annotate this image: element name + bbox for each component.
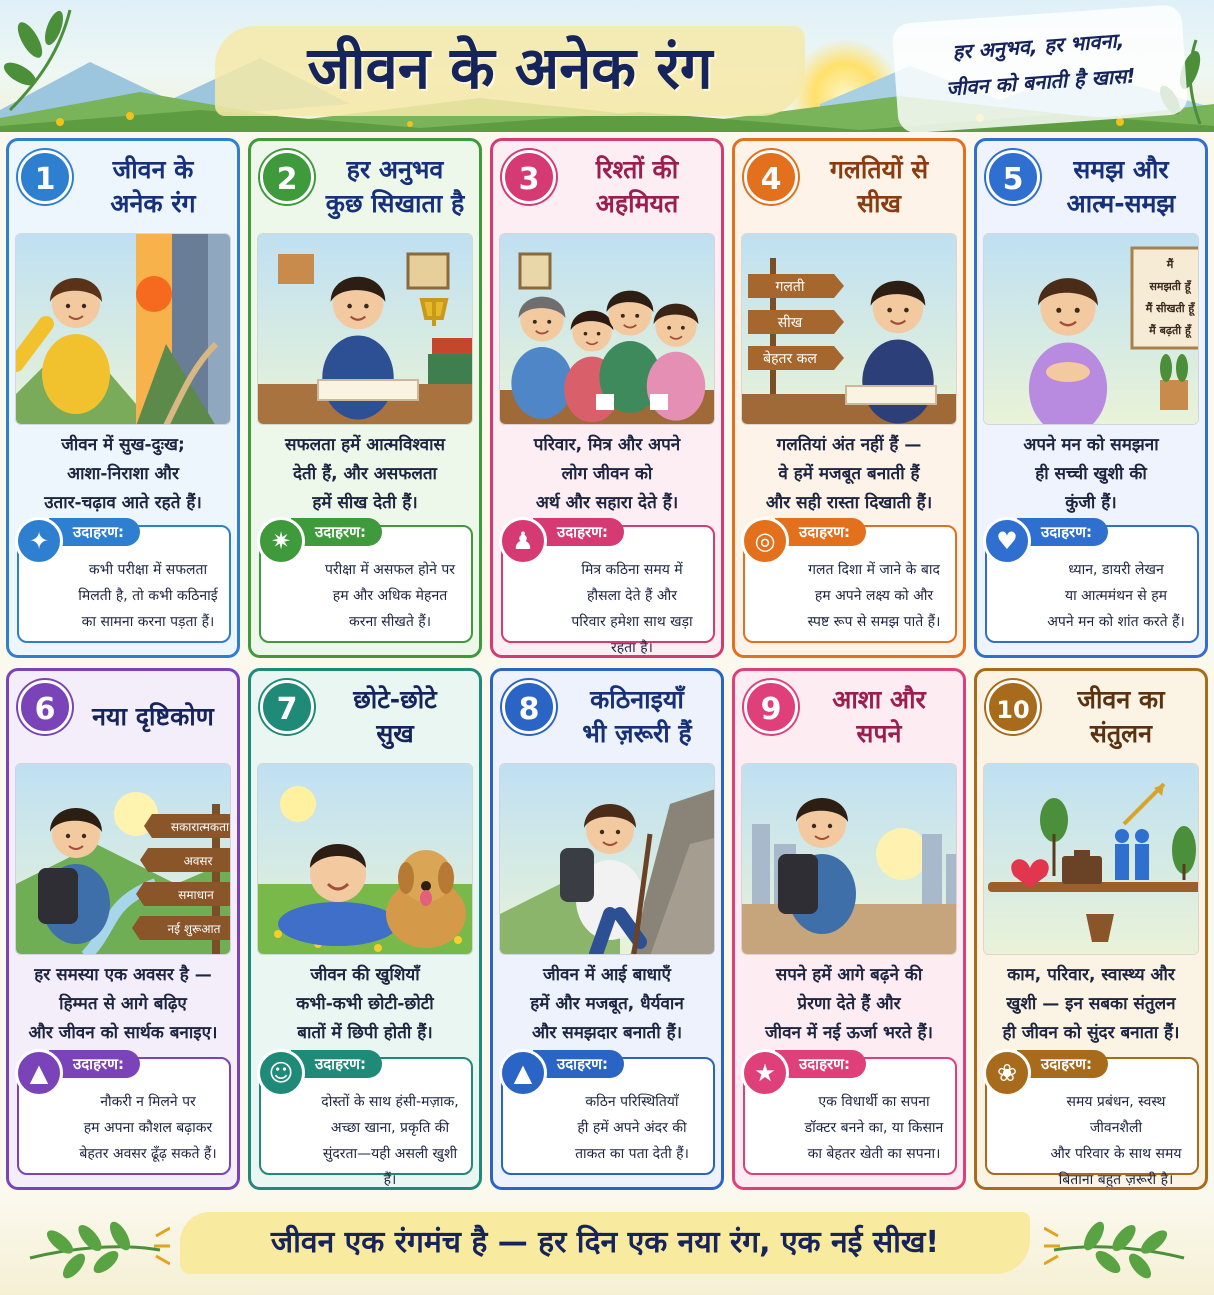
card-message (977, 955, 1205, 1053)
signpost-text: समाधान (178, 888, 214, 902)
card-7 (248, 668, 482, 1190)
note-text: मैं सीखती हूँ (1145, 302, 1195, 315)
card-9 (732, 668, 966, 1190)
example-line-2: हम अपने लक्ष्य को और (814, 588, 934, 604)
example-line-2: हौसला देते हैं और (587, 588, 677, 604)
mountain-icon: ▲ (15, 1049, 63, 1097)
card-message-line-3: बातों में छिपी होती हैं। (297, 1023, 433, 1043)
target-icon: ◎ (741, 517, 789, 565)
card-6 (6, 668, 240, 1190)
card-title-line-1: कठिनाइयाँ (590, 685, 684, 714)
example-line-1: मित्र कठिना समय में (581, 562, 683, 578)
compass-icon: ✦ (15, 517, 63, 565)
example-text (75, 1089, 221, 1167)
example-label: उदाहरण: (533, 518, 624, 546)
card-illustration (15, 233, 231, 425)
card-title (799, 147, 959, 227)
card-message-line-2: हमें और मजबूत, धैर्यवान (530, 994, 684, 1014)
example-box (985, 1055, 1199, 1188)
card-message-line-1: अपने मन को समझना (1023, 435, 1159, 455)
card-header (977, 141, 1205, 233)
example-line-1: कठिन परिस्थितियाँ (585, 1094, 679, 1110)
example-line-3: ताकत का पता देती हैं। (575, 1146, 689, 1162)
card-message-line-3: और समझदार बनाती हैं। (531, 1023, 683, 1043)
card-illustration (983, 233, 1199, 425)
card-title-line-1: नया दृष्टिकोण (92, 702, 214, 731)
example-line-2: या आत्ममंथन से हम (1064, 588, 1168, 604)
card-illustration (741, 763, 957, 955)
example-line-3: का बेहतर खेती का सपना। (807, 1146, 941, 1162)
card-message-line-1: काम, परिवार, स्वास्थ्य और (1007, 965, 1175, 985)
example-label: उदाहरण: (291, 518, 382, 546)
card-title (799, 677, 959, 757)
example-box (501, 523, 715, 656)
card-message (977, 425, 1205, 523)
card-message (493, 425, 721, 523)
header-banner (0, 0, 1214, 132)
card-number-badge: 1 (18, 150, 72, 204)
card-number-badge: 5 (986, 150, 1040, 204)
card-title-line-1: जीवन के (112, 155, 194, 184)
card-message (251, 955, 479, 1053)
card-illustration (15, 763, 231, 955)
card-message-line-2: वे हमें मजबूत बनाती हैं (778, 464, 920, 484)
example-line-3: का सामना करना पड़ता हैं। (81, 614, 215, 630)
example-box (985, 525, 1199, 643)
card-number-badge: 6 (18, 680, 72, 734)
example-line-1: दोस्तों के साथ हंसी-मज़ाक, (321, 1094, 459, 1110)
footer-quote: जीवन एक रंगमंच है — हर दिन एक नया रंग, एक नई सीख! (270, 1225, 940, 1260)
card-illustration (257, 233, 473, 425)
card-number-badge: 8 (502, 680, 556, 734)
card-title-line-2: अहमियत (595, 189, 679, 218)
card-message-line-3: अर्थ और सहारा देते हैं। (535, 493, 679, 513)
signpost-text: गलती (775, 279, 805, 295)
example-label: उदाहरण: (1017, 1050, 1108, 1078)
lotus-icon: ❀ (983, 1049, 1031, 1097)
card-message (735, 425, 963, 523)
example-box (259, 525, 473, 643)
card-message-line-1: सफलता हमें आत्मविश्वास (285, 435, 445, 455)
example-box (17, 1057, 231, 1175)
card-title (73, 677, 233, 757)
card-message (735, 955, 963, 1053)
card-message-line-3: उतार-चढ़ाव आते रहते हैं। (44, 493, 202, 513)
example-label: उदाहरण: (49, 1050, 140, 1078)
card-number-badge: 3 (502, 150, 556, 204)
example-box (17, 525, 231, 643)
people-icon: ♟ (499, 517, 547, 565)
signpost-text: अवसर (183, 854, 213, 868)
card-message (9, 425, 237, 523)
card-illustration (257, 763, 473, 955)
card-title-line-2: संतुलन (1090, 719, 1152, 748)
card-illustration (983, 763, 1199, 955)
example-text (559, 557, 705, 658)
card-illustration (741, 233, 957, 425)
card-message (493, 955, 721, 1053)
example-text (801, 1089, 947, 1167)
card-message (9, 955, 237, 1053)
example-line-1: परीक्षा में असफल होने पर (324, 562, 456, 578)
example-line-2: अच्छा खाना, प्रकृति की (330, 1120, 450, 1136)
card-message-line-2: प्रेरणा देते हैं और (797, 994, 901, 1014)
card-message-line-3: ही जीवन को सुंदर बनाता हैं। (1002, 1023, 1180, 1043)
example-line-2: ही हमें अपने अंदर की (577, 1120, 687, 1136)
card-message-line-1: गलतियां अंत नहीं हैं — (776, 435, 922, 455)
signpost-text: बेहतर कल (763, 351, 817, 367)
example-text (75, 557, 221, 635)
card-number-badge: 10 (986, 680, 1040, 734)
example-box (501, 1057, 715, 1175)
card-title-line-1: गलतियों से (829, 155, 929, 184)
example-line-1: समय प्रबंधन, स्वस्थ जीवनशैली (1066, 1094, 1166, 1136)
signpost-text: सीख (777, 315, 803, 331)
card-message-line-2: ही सच्ची खुशी की (1035, 464, 1147, 484)
card-8 (490, 668, 724, 1190)
card-illustration (499, 763, 715, 955)
tagline-line-2: जीवन को बनाती है खास! (945, 63, 1137, 101)
card-1 (6, 138, 240, 658)
example-label: उदाहरण: (533, 1050, 624, 1078)
example-line-3: करना सीखते हैं। (348, 614, 432, 630)
card-header (9, 671, 237, 763)
card-title-line-1: समझ और (1073, 155, 1169, 184)
card-title-line-2: सुख (376, 719, 414, 748)
card-title-line-2: आत्म-समझ (1066, 189, 1176, 218)
example-line-1: कभी परीक्षा में सफलता (88, 562, 208, 578)
example-label: उदाहरण: (1017, 518, 1108, 546)
card-message (251, 425, 479, 523)
card-title-line-2: अनेक रंग (110, 189, 196, 218)
card-header (735, 141, 963, 233)
note-text: समझती हूँ (1149, 280, 1191, 293)
signpost-text: नई शुरूआत (167, 922, 221, 936)
example-line-2: मिलती है, तो कभी कठिनाई (78, 588, 218, 604)
example-box (259, 1055, 473, 1188)
page-title: जीवन के अनेक रंग (307, 34, 713, 102)
card-message-line-2: देती हैं, और असफलता (293, 464, 437, 484)
card-title (1041, 677, 1201, 757)
note-text: मैं (1166, 258, 1174, 271)
card-message-line-1: जीवन में सुख-दुःख; (61, 435, 185, 455)
example-line-3: स्पष्ट रूप से समझ पाते हैं। (807, 614, 941, 630)
card-title-line-1: हर अनुभव (346, 155, 444, 184)
example-text (801, 557, 947, 635)
card-title-line-2: सीख (857, 189, 901, 218)
card-title-line-2: सपने (856, 719, 902, 748)
card-title-line-2: भी ज़रूरी हैं (582, 719, 692, 748)
card-5 (974, 138, 1208, 658)
example-text (317, 1089, 463, 1190)
card-header (977, 671, 1205, 763)
example-line-1: एक विधार्थी का सपना (818, 1094, 930, 1110)
card-header (735, 671, 963, 763)
card-number-badge: 7 (260, 680, 314, 734)
card-header (493, 141, 721, 233)
card-message-line-1: सपने हमें आगे बढ़ने की (775, 965, 923, 985)
example-line-3: अपने मन को शांत करते हैं। (1047, 614, 1185, 630)
card-message-line-3: हमें सीख देती हैं। (312, 493, 418, 513)
card-4 (732, 138, 966, 658)
example-line-3: बेहतर अवसर ढूँढ़ सकते हैं। (79, 1146, 217, 1162)
card-message-line-1: जीवन में आई बाधाएँ (543, 965, 671, 985)
smile-icon: ☺ (257, 1049, 305, 1097)
example-line-3: परिवार हमेशा साथ खड़ा रहता है। (571, 614, 693, 656)
card-header (9, 141, 237, 233)
card-message-line-1: परिवार, मित्र और अपने (533, 435, 681, 455)
card-header (493, 671, 721, 763)
example-line-1: गलत दिशा में जाने के बाद (808, 562, 940, 578)
example-box (743, 1057, 957, 1175)
card-title (73, 147, 233, 227)
example-line-3: सुंदरता—यही असली खुशी हैं। (322, 1146, 458, 1188)
card-message-line-2: लोग जीवन को (561, 464, 653, 484)
card-message-line-3: और जीवन को सार्थक बनाइए। (28, 1023, 218, 1043)
card-message-line-3: और सही रास्ता दिखाती हैं। (765, 493, 933, 513)
example-label: उदाहरण: (49, 518, 140, 546)
example-label: उदाहरण: (775, 518, 866, 546)
card-message-line-3: कुंजी हैं। (1065, 493, 1117, 513)
example-line-2: हम अपना कौशल बढ़ाकर (83, 1120, 213, 1136)
tagline-line-1: हर अनुभव, हर भावना, (951, 28, 1125, 65)
example-line-3: बिताना बहुत ज़रूरी है। (1058, 1172, 1174, 1188)
example-text (1043, 557, 1189, 635)
card-message-line-1: हर समस्या एक अवसर है — (34, 965, 212, 985)
card-title (557, 677, 717, 757)
card-number-badge: 2 (260, 150, 314, 204)
card-message-line-1: जीवन की खुशियाँ (310, 965, 420, 985)
example-label: उदाहरण: (775, 1050, 866, 1078)
card-title-line-1: जीवन का (1077, 685, 1165, 714)
example-text (559, 1089, 705, 1167)
card-message-line-3: जीवन में नई ऊर्जा भरते हैं। (765, 1023, 933, 1043)
card-header (251, 671, 479, 763)
card-message-line-2: आशा-निराशा और (67, 464, 179, 484)
lightbulb-icon: ✷ (257, 517, 305, 565)
note-text: मैं बढ़ती हूँ (1149, 324, 1191, 337)
signpost-text: सकारात्मकता (170, 820, 230, 834)
card-message-line-2: हिम्मत से आगे बढ़िए (59, 994, 187, 1014)
card-10 (974, 668, 1208, 1190)
card-title (557, 147, 717, 227)
card-title-line-1: रिश्तों की (595, 155, 679, 184)
card-message-line-2: कभी-कभी छोटी-छोटी (296, 994, 434, 1014)
card-3 (490, 138, 724, 658)
star-icon: ★ (741, 1049, 789, 1097)
card-number-badge: 4 (744, 150, 798, 204)
card-title-line-1: छोटे-छोटे (353, 685, 437, 714)
card-message-line-2: खुशी — इन सबका संतुलन (1006, 994, 1176, 1014)
example-line-2: और परिवार के साथ समय (1050, 1146, 1182, 1162)
example-line-1: नौकरी न मिलने पर (100, 1094, 196, 1110)
card-header (251, 141, 479, 233)
card-title-line-2: कुछ सिखाता है (325, 189, 465, 218)
footer-banner (0, 1198, 1214, 1295)
example-text (1043, 1089, 1189, 1190)
card-2 (248, 138, 482, 658)
card-title (1041, 147, 1201, 227)
card-title (315, 147, 475, 227)
tagline-bubble (892, 4, 1189, 132)
example-label: उदाहरण: (291, 1050, 382, 1078)
example-line-1: ध्यान, डायरी लेखन (1068, 562, 1164, 578)
card-title (315, 677, 475, 757)
example-text (317, 557, 463, 635)
example-line-2: हम और अधिक मेहनत (332, 588, 448, 604)
card-title-line-1: आशा और (832, 685, 926, 714)
cards-grid (6, 138, 1208, 1198)
card-number-badge: 9 (744, 680, 798, 734)
heart-icon: ♥ (983, 517, 1031, 565)
peak-icon: ▲ (499, 1049, 547, 1097)
card-illustration (499, 233, 715, 425)
example-box (743, 525, 957, 643)
example-line-2: डॉक्टर बनने का, या किसान (804, 1120, 944, 1136)
